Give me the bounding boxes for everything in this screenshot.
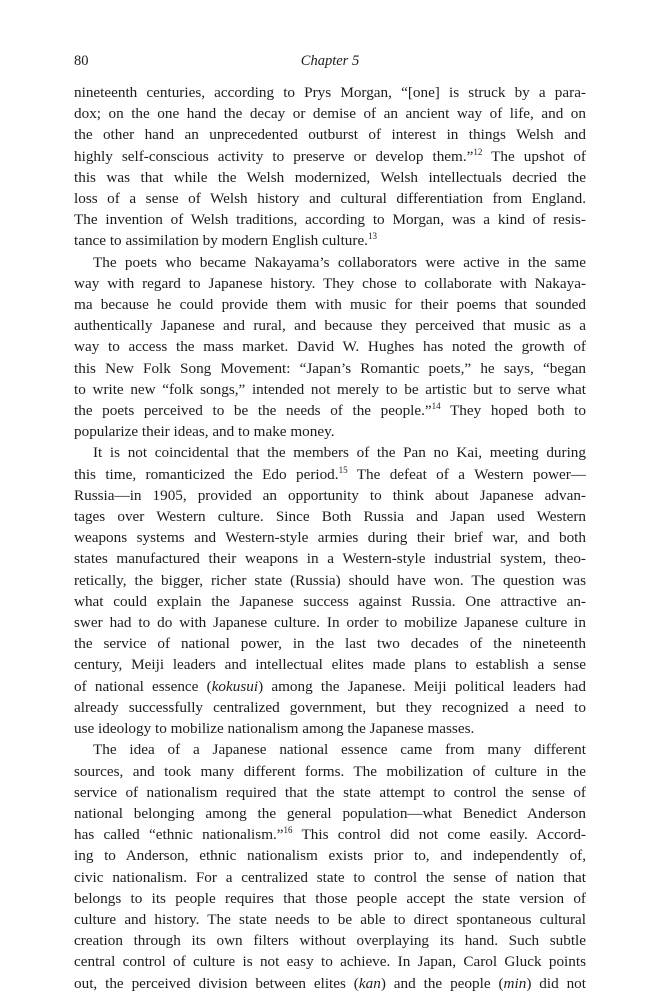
text-line: to write new “folk songs,” intended not merely to be artistic but to serve what	[74, 380, 586, 398]
paragraph	[74, 82, 586, 252]
text-line: The poets who became Nakayama’s collaborators were active in the same	[93, 253, 586, 271]
text-line: nineteenth centuries, according to Prys Morgan, “[one] is struck by a para-	[74, 84, 586, 101]
text-line: sources, and took many different forms. The mobilization of culture in the	[74, 762, 586, 780]
text-line: dox; on the one hand the decay or demise of an ancient way of life, and on	[74, 105, 586, 123]
text-line: century, Meiji leaders and intellectual elites made plans to establish a sense	[74, 656, 586, 674]
text-line: tance to assimilation by modern English culture.$^{13}$	[74, 231, 377, 250]
footnote-ref: 14	[431, 401, 441, 412]
text-line: authentically Japanese and rural, and because they perceived that music as a	[74, 317, 586, 335]
text-line: the other hand an unprecedented outburst of interest in things Welsh and	[74, 126, 586, 144]
text-line: use ideology to mobilize nationalism among the Japanese masses.	[74, 720, 475, 738]
body-text	[74, 82, 586, 994]
text-line: highly self-conscious activity to preserve or develop them.”$^{12}$ The upshot of	[74, 146, 586, 165]
text-line: tages over Western culture. Since Both Russia and Japan used Western	[74, 508, 586, 526]
text-line: national belonging among the general population—what Benedict Anderson	[74, 804, 586, 822]
text-line: this was that while the Welsh modernized, Welsh intellectuals decried the	[74, 168, 586, 186]
page-number: 80	[74, 53, 89, 69]
italic-term: kan	[358, 974, 381, 992]
footnote-ref: 13	[367, 231, 377, 242]
text-line: It is not coincidental that the members of the Pan no Kai, meeting during	[93, 444, 586, 462]
running-head	[74, 52, 586, 74]
text-line: civic nationalism. For a centralized state to control the sense of nation that	[74, 868, 586, 886]
text-line: belongs to its people requires that those people accept the state version of	[74, 889, 586, 907]
text-line: ma because he could provide them with music for their poems that sounded	[74, 296, 586, 314]
book-page	[74, 52, 586, 994]
text-line: The idea of a Japanese national essence came from many different	[93, 741, 586, 759]
text-line: this time, romanticized the Edo period.$^{15}$ The defeat of a Western power—	[74, 464, 586, 483]
text-line: swer had to do with Japanese culture. In order to mobilize Japanese culture in	[74, 614, 586, 632]
text-line: the service of national power, in the last two decades of the nineteenth	[74, 635, 586, 653]
text-line: ing to Anderson, ethnic nationalism exists prior to, and independently of,	[74, 847, 586, 865]
text-line: service of nationalism required that the state attempt to control the sense of	[74, 783, 586, 801]
footnote-ref: 12	[473, 146, 483, 157]
text-line: out, the perceived division between elites (kan) and the people (min) did not	[74, 974, 586, 992]
text-line: what could explain the Japanese success against Russia. One attractive an-	[74, 592, 586, 610]
text-line: retically, the bigger, richer state (Russia) should have won. The question was	[74, 571, 586, 589]
text-line: this New Folk Song Movement: “Japan’s Romantic poets,” he says, “began	[74, 359, 586, 377]
text-line: creation through its own filters without overplaying its hand. Such subtle	[74, 932, 586, 950]
text-line: Russia—in 1905, provided an opportunity to think about Japanese advan-	[74, 486, 586, 504]
footnote-ref: 15	[338, 464, 348, 475]
text-line: weapons systems and Western-style armies during their brief war, and both	[74, 529, 586, 547]
text-line: central control of culture is not easy to achieve. In Japan, Carol Gluck points	[74, 953, 586, 971]
paragraph	[74, 442, 586, 739]
text-line: way to access the mass market. David W. Hughes has noted the growth of	[74, 338, 586, 356]
paragraph	[74, 252, 586, 443]
text-line: of national essence (kokusui) among the Japanese. Meiji political leaders had	[74, 677, 586, 695]
text-line: popularize their ideas, and to make money.	[74, 423, 335, 441]
text-line: way with regard to Japanese history. They chose to collaborate with Nakaya-	[74, 274, 586, 292]
text-line: already successfully centralized government, but they recognized a need to	[74, 698, 586, 716]
chapter-title: Chapter 5	[300, 53, 360, 69]
text-line: The invention of Welsh traditions, according to Morgan, was a kind of resis-	[74, 211, 586, 229]
italic-term: kokusui	[211, 677, 259, 695]
italic-term: min	[503, 974, 527, 992]
paragraph	[74, 739, 586, 993]
text-line: culture and history. The state needs to be able to direct spontaneous cultural	[74, 910, 586, 928]
text-line: the poets perceived to be the needs of the people.”$^{14}$ They hoped both to	[74, 401, 586, 420]
footnote-ref: 16	[283, 825, 293, 836]
text-line: states manufactured their weapons in a Western-style industrial system, theo-	[74, 550, 586, 568]
text-line: has called “ethnic nationalism.”$^{16}$ This control did not come easily. Accord-	[74, 825, 586, 844]
text-line: loss of a sense of Welsh history and cultural differentiation from England.	[74, 190, 586, 208]
